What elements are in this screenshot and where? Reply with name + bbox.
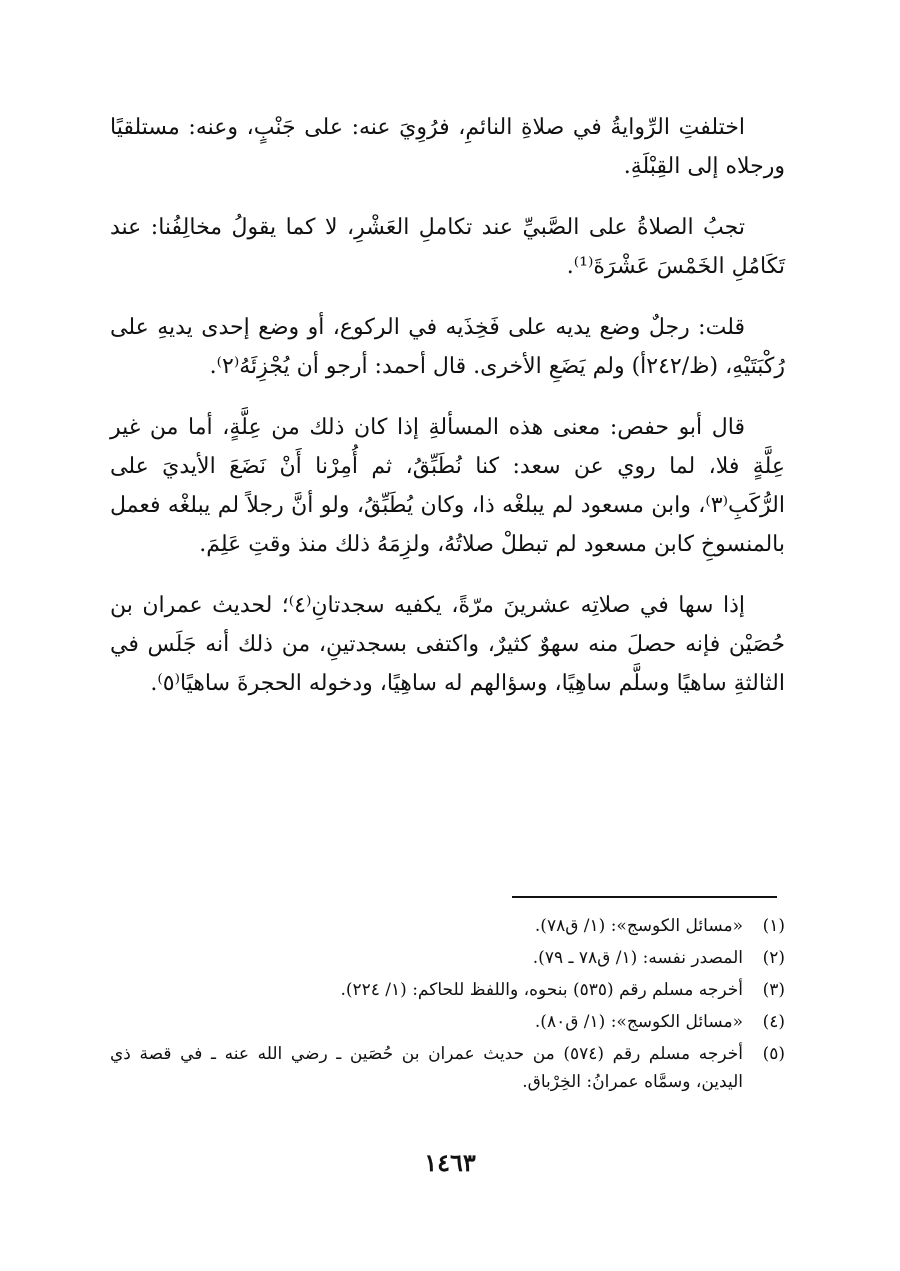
footnote-number: (٢) — [762, 948, 785, 968]
footnote-text: المصدر نفسه: (١/ ق٧٨ ـ ٧٩). — [532, 948, 743, 968]
footnote-text: أخرجه مسلم رقم (٥٧٤) من حديث عمران بن حُصَين ـ رضي الله عنه ـ في قصة ذي اليدين، وسمَّاه عمرانُ: الخِرْباق. — [110, 1044, 743, 1092]
footnote-number: (٤) — [762, 1012, 785, 1032]
footnote-number: (١) — [762, 916, 785, 936]
footnote-item — [110, 976, 785, 1004]
paragraph-sleeping-prayer: اختلفتِ الرِّوايةُ في صلاةِ النائمِ، فرُوِيَ عنه: على جَنْبٍ، وعنه: مستلقيًا ورجلاه إلى القِبْلَةِ. — [110, 115, 785, 179]
paragraph-child-prayer: تجبُ الصلاةُ على الصَّبيِّ عند تكاملِ العَشْرِ، لا كما يقولُ مخالِفُنا: عند تَكَامُلِ الخَمْسَ عَشْرَةَ⁽¹⁾. — [110, 215, 785, 279]
paragraph-abu-hafs: قال أبو حفص: معنى هذه المسألةِ إذا كان ذلك من عِلَّةٍ، أما من غير عِلَّةٍ فلا، لما روي عن سعد: كنا نُطَبِّقُ، ثم أُمِرْنا أَنْ نَضَعَ الأيديَ على الرُّكَبِ⁽٣⁾، وابن مسعود لم يبلغْه ذا، وكان يُطَبِّقُ، ولو أنَّ رجلاً لم يبلغْه فعمل بالمنسوخِ كابن مسعود لم تبطلْ صلاتُهُ، ولزِمَهُ ذلك منذ وقتِ عَلِمَ. — [110, 415, 785, 557]
footnote-number: (٥) — [762, 1044, 785, 1064]
footnote-text: «مسائل الكوسج»: (١/ ق٨٠). — [534, 1012, 743, 1032]
footnote-number: (٣) — [762, 980, 785, 1000]
footnotes — [110, 912, 785, 1100]
main-text — [110, 108, 785, 725]
footnote-item — [110, 1040, 785, 1096]
page-number: ١٤٦٣ — [424, 1148, 476, 1177]
footnote-item — [110, 944, 785, 972]
footnote-text: «مسائل الكوسج»: (١/ ق٧٨). — [534, 916, 743, 936]
footnote-divider — [512, 896, 777, 898]
paragraph-hands-on-knees: قلت: رجلٌ وضع يديه على فَخِذَيه في الركوع، أو وضع إحدى يديهِ على رُكْبَتَيْهِ، (ظ/٢٤٢أ) ولم يَضَعِ الأخرى. قال أحمد: أرجو أن يُجْزِئَهُ⁽٢⁾. — [110, 315, 785, 379]
footnote-item — [110, 912, 785, 940]
footnote-item — [110, 1008, 785, 1036]
footnote-text: أخرجه مسلم رقم (٥٣٥) بنحوه، واللفظ للحاكم: (١/ ٢٢٤). — [340, 980, 743, 1000]
paragraph-forgetfulness: إذا سها في صلاتِه عشرينَ مرّةً، يكفيه سجدتانِ⁽٤⁾؛ لحديث عمران بن حُصَيْن فإنه حصلَ منه سهوٌ كثيرٌ، واكتفى بسجدتينِ، من ذلك أنه جَلَس في الثالثةِ ساهيًا وسلَّم ساهِيًا، وسؤالهم له ساهِيًا، ودخوله الحجرةَ ساهيًا⁽٥⁾. — [110, 593, 785, 696]
